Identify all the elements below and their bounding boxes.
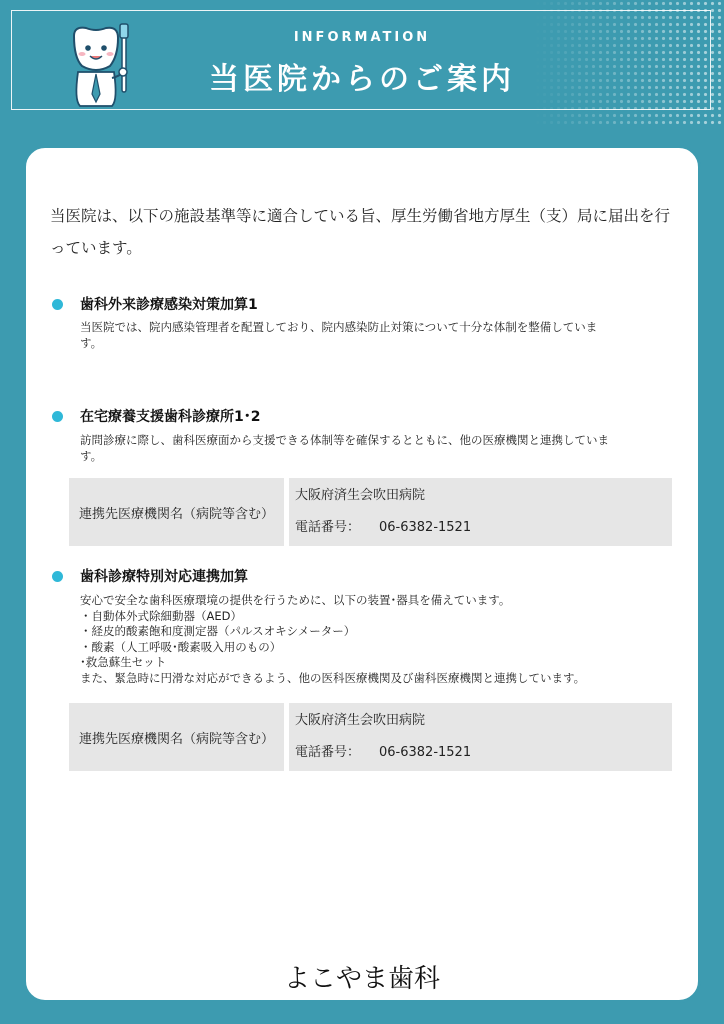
bullet-dot-icon — [52, 299, 63, 310]
partner-hospital-name: 大阪府済生会吹田病院 — [295, 713, 426, 728]
intro-text: 当医院は、以下の施設基準等に適合している旨、厚生労働省地方厚生（支）局に届出を行っています。 — [50, 207, 671, 257]
section-body-1 — [80, 320, 660, 351]
bullet-dot-icon — [52, 411, 63, 422]
phone-number: 06-6382-1521 — [379, 520, 472, 535]
partner-table-2 — [69, 703, 672, 771]
partner-hospital-name: 大阪府済生会吹田病院 — [295, 488, 426, 503]
section-body-2 — [80, 433, 660, 464]
body-line: ・経皮的酸素飽和度測定器（パルスオキシメーター） — [80, 624, 356, 638]
section-heading-3 — [52, 566, 248, 586]
section-heading-1 — [52, 294, 258, 314]
section-heading-text: 歯科外来診療感染対策加算1 — [80, 297, 258, 313]
page-title: 当医院からのご案内 — [209, 62, 515, 97]
header-kicker: INFORMATION — [293, 30, 431, 45]
partner-phone-row — [295, 741, 672, 765]
phone-number: 06-6382-1521 — [379, 745, 472, 760]
section-heading-2 — [52, 406, 260, 426]
header-banner — [0, 0, 724, 125]
body-line: 訪問診療に際し、歯科医療面から支援できる体制等を確保するとともに、他の医療機関と連携していま — [80, 433, 609, 447]
section-heading-text: 歯科診療特別対応連携加算 — [80, 569, 248, 585]
body-line: ･救急蘇生セット — [80, 655, 167, 669]
phone-label: 電話番号： — [295, 520, 361, 535]
body-line: ・自動体外式除細動器（AED） — [80, 608, 242, 623]
partner-info-cell — [289, 703, 672, 771]
body-line: 安心で安全な歯科医療環境の提供を行うために、以下の装置･器具を備えています。 — [80, 593, 511, 607]
body-line: す。 — [80, 448, 103, 463]
body-line: 当医院では、院内感染管理者を配置しており、院内感染防止対策について十分な体制を整備していま — [80, 320, 598, 334]
body-line: ・酸素（人工呼吸･酸素吸入用のもの） — [80, 639, 282, 654]
partner-label-cell: 連携先医療機関名（病院等含む） — [69, 703, 284, 771]
partner-phone-row — [295, 516, 672, 540]
section-body-3 — [80, 593, 660, 686]
body-line: す。 — [80, 335, 103, 350]
clinic-name-footer: よこやま歯科 — [283, 964, 440, 994]
bullet-dot-icon — [52, 571, 63, 582]
partner-label-cell: 連携先医療機関名（病院等含む） — [69, 478, 284, 546]
section-heading-text: 在宅療養支援歯科診療所1･2 — [80, 409, 261, 425]
partner-info-cell — [289, 478, 672, 546]
partner-table-1 — [69, 478, 672, 546]
body-line: また、緊急時に円滑な対応ができるよう、他の医科医療機関及び歯科医療機関と連携しています。 — [80, 670, 586, 685]
phone-label: 電話番号： — [295, 745, 361, 760]
